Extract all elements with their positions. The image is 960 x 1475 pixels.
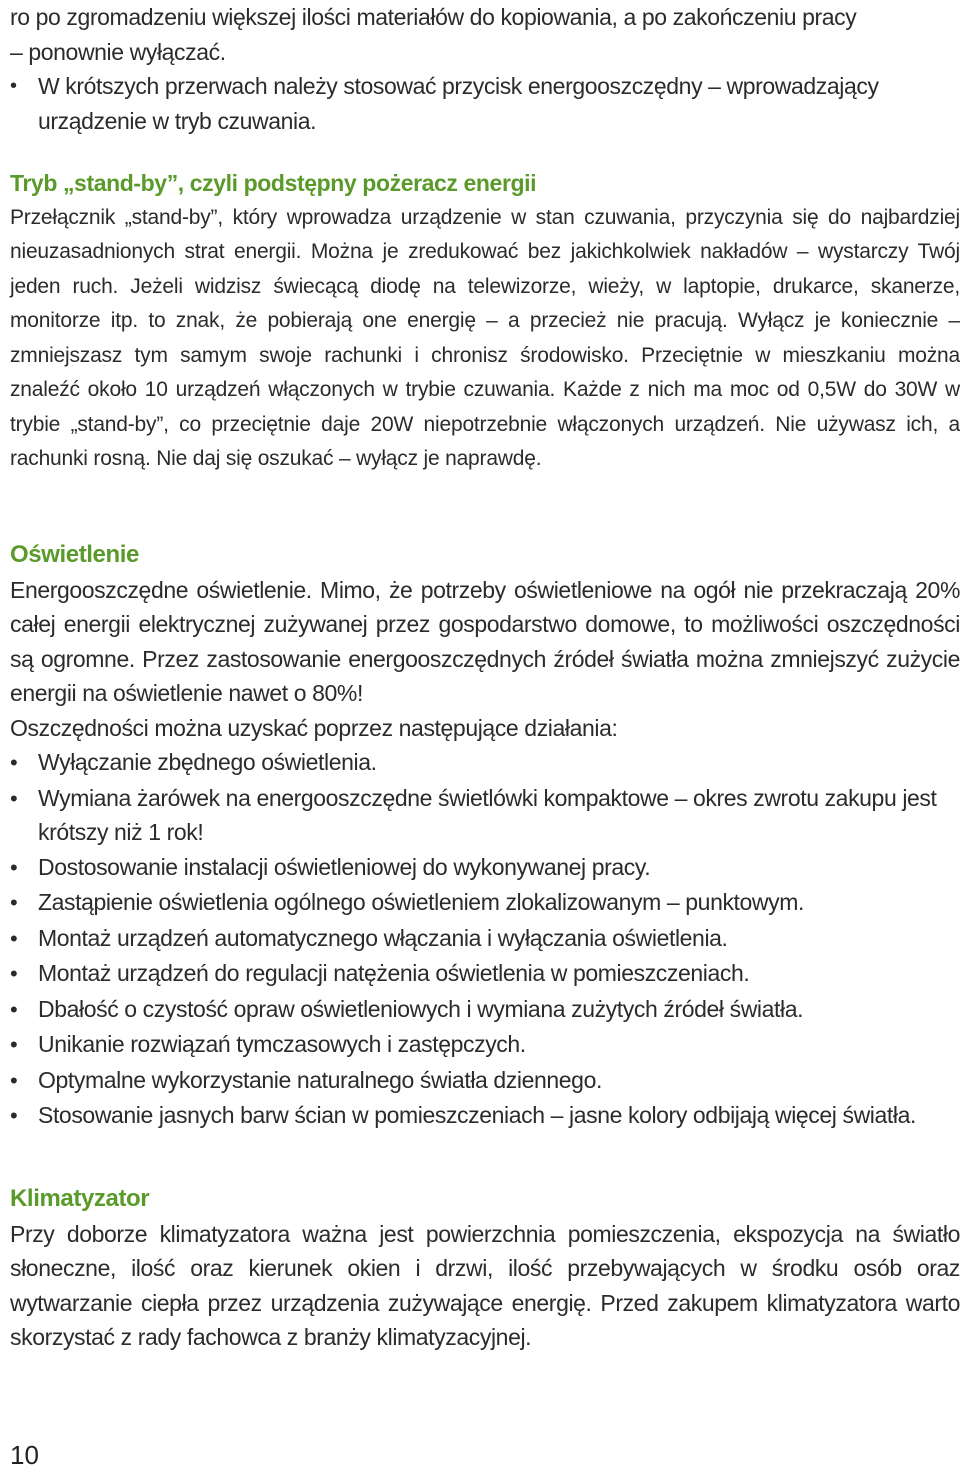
- lighting-lead: Oszczędności można uzyskać poprzez następujące działania:: [10, 714, 618, 741]
- intro-block: [10, 0, 960, 138]
- lighting-section: [10, 538, 960, 1134]
- bullet-icon: [10, 885, 38, 921]
- list-item-text: Optymalne wykorzystanie naturalnego światła dziennego.: [38, 1066, 602, 1093]
- bullet-icon: [10, 1098, 38, 1134]
- standby-section: [10, 166, 960, 477]
- intro-line-2: – ponownie wyłączać.: [10, 38, 226, 65]
- bullet-icon: [10, 850, 38, 886]
- lighting-heading: Oświetlenie: [10, 541, 139, 568]
- list-item-text: Zastąpienie oświetlenia ogólnego oświetleniem zlokalizowanym – punktowym.: [38, 889, 804, 915]
- bullet-icon: [10, 745, 38, 781]
- lighting-list: [10, 745, 960, 1134]
- list-item: [10, 850, 960, 886]
- intro-bullet: [10, 69, 960, 138]
- list-item: [10, 1063, 960, 1099]
- list-item-text: Dbałość o czystość opraw oświetleniowych i wymiana zużytych źródeł światła.: [38, 995, 804, 1022]
- standby-body: Przełącznik „stand-by”, który wprowadza urządzenie w stan czuwania, przyczynia się do najbardziej nieuzasadnionych strat energii. Można je zredukować bez jakichkolwiek nakładów – wystarczy Twój jeden ruch. Jeżeli widzisz świecącą diodę na telewizorze, wieży, w laptopie, drukarce, skanerze, monitorze itp. to znak, że pobierają one energię – a przecież nie pracują. Wyłącz je koniecznie – zmniejszasz tym samym swoje rachunki i chronisz środowisko. Przeciętnie w mieszkaniu można znaleźć około 10 urządzeń włączonych w trybie czuwania. Każde z nich ma moc od 0,5W do 30W w trybie „stand-by”, co przeciętnie daje 20W niepotrzebnie włączonych urządzeń. Nie używasz ich, a rachunki rosną. Nie daj się oszukać – wyłącz je naprawdę.: [10, 205, 960, 470]
- list-item: [10, 1027, 960, 1063]
- ac-section: [10, 1182, 960, 1355]
- list-item: [10, 885, 960, 921]
- list-item-text: Dostosowanie instalacji oświetleniowej do wykonywanej pracy.: [38, 853, 651, 880]
- list-item-text: Montaż urządzeń do regulacji natężenia oświetlenia w pomieszczeniach.: [38, 960, 750, 986]
- intro-bullet-text: W krótszych przerwach należy stosować przycisk energooszczędny – wprowadzający urządzenie w tryb czuwania.: [38, 73, 879, 134]
- bullet-icon: [10, 781, 38, 850]
- list-item-text: Unikanie rozwiązań tymczasowych i zastępczych.: [38, 1031, 526, 1057]
- lighting-body: Energooszczędne oświetlenie. Mimo, że potrzeby oświetleniowe na ogół nie przekraczają 20% całej energii elektrycznej zużywanej przez gospodarstwo domowe, to możliwości oszczędności są ogromne. Przez zastosowanie energooszczędnych źródeł światła można zmniejszyć zużycie energii na oświetlenie nawet o 80%!: [10, 576, 960, 706]
- ac-body: Przy doborze klimatyzatora ważna jest powierzchnia pomieszczenia, ekspozycja na światło słoneczne, ilość oraz kierunek okien i drzwi, ilość przebywających w środku osób oraz wytwarzanie ciepła przez urządzenia zużywające energię. Przed zakupem klimatyzatora warto skorzystać z rady fachowca z branży klimatyzacyjnej.: [10, 1220, 960, 1350]
- list-item-text: Wymiana żarówek na energooszczędne świetlówki kompaktowe – okres zwrotu zakupu jest krótszy niż 1 rok!: [38, 784, 937, 845]
- standby-heading: Tryb „stand-by”, czyli podstępny pożeracz energii: [10, 170, 537, 196]
- list-item: [10, 921, 960, 957]
- intro-line-1: ro po zgromadzeniu większej ilości materiałów do kopiowania, a po zakończeniu pracy: [10, 4, 857, 30]
- page-number: 10: [10, 1440, 39, 1470]
- bullet-icon: [10, 1027, 38, 1063]
- bullet-icon: [10, 1063, 38, 1099]
- list-item: [10, 956, 960, 992]
- list-item: [10, 992, 960, 1028]
- list-item: [10, 1098, 960, 1134]
- list-item-text: Montaż urządzeń automatycznego włączania i wyłączania oświetlenia.: [38, 924, 728, 951]
- list-item-text: Stosowanie jasnych barw ścian w pomieszczeniach – jasne kolory odbijają więcej światła.: [38, 1102, 916, 1128]
- bullet-icon: [10, 956, 38, 992]
- list-item: [10, 745, 960, 781]
- bullet-icon: [10, 921, 38, 957]
- bullet-icon: [10, 992, 38, 1028]
- ac-heading: Klimatyzator: [10, 1185, 150, 1212]
- list-item-text: Wyłączanie zbędnego oświetlenia.: [38, 749, 377, 775]
- list-item: [10, 781, 960, 850]
- bullet-icon: •: [10, 75, 17, 97]
